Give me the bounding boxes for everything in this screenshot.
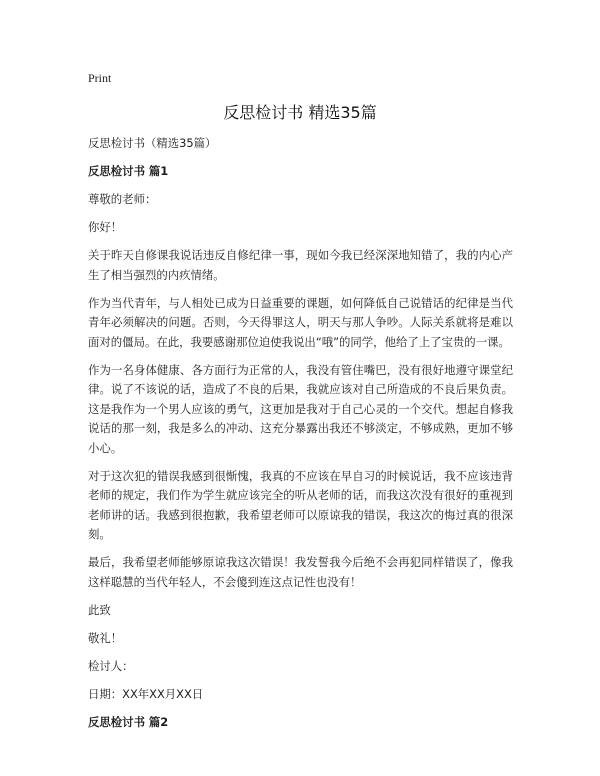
- paragraph: 对于这次犯的错误我感到很惭愧，我真的不应该在早自习的时候说话，我不应该违背老师的规定，我们作为学生就应该完全的听从老师的话，而我这次没有很好的重视到老师讲的话。我感到很抱歉，我希望老师可以原谅我的错误，我这次的悔过真的很深刻。: [88, 468, 513, 541]
- date-line: 日期：XX年XX月XX日: [88, 686, 204, 701]
- closing-line: 此致: [88, 602, 111, 617]
- document-title: 反思检讨书 精选35篇: [223, 103, 377, 122]
- hello: 你好！: [88, 220, 123, 234]
- paragraph: 作为一名身体健康、各方面行为正常的人，我没有管住嘴巴，没有很好地遵守课堂纪律。说了不该说的话，造成了不良的后果，我就应该对自己所造成的不良后果负责。这是我作为一个男人应该的勇气，这更加是我对于自己心灵的一个交代。想起自修我说话的那一刻，我是多么的冲动、这充分暴露出我还不够淡定，不够成熟，更加不够小心。: [88, 362, 513, 455]
- paragraph: 最后，我希望老师能够原谅我这次错误！我发誓我今后绝不会再犯同样错误了，像我这样聪慧的当代年轻人，不会傻到连这点记性也没有！: [88, 555, 513, 589]
- section-heading-2: 反思检讨书 篇2: [88, 714, 169, 729]
- print-link[interactable]: Print: [88, 71, 112, 85]
- section-heading-1: 反思检讨书 篇1: [88, 164, 169, 178]
- greeting: 尊敬的老师：: [88, 192, 157, 206]
- paragraph: 作为当代青年，与人相处已成为日益重要的课题，如何降低自己说错话的纪律是当代青年必须解决的问题。否则，今天得罪这人，明天与那人争吵。人际关系就将是难以面对的僵局。在此，我要感谢那位迫使我说出“哦”的同学，他给了上了宝贵的一课。: [88, 295, 513, 349]
- signer-line: 检讨人：: [88, 658, 134, 673]
- document-subtitle: 反思检讨书（精选35篇）: [88, 136, 217, 150]
- closing-salute: 敬礼！: [88, 630, 123, 645]
- paragraph: 关于昨天自修课我说话违反自修纪律一事，现如今我已经深深地知错了，我的内心产生了相当强烈的内疚情绪。: [88, 248, 513, 282]
- document-body: [88, 134, 513, 741]
